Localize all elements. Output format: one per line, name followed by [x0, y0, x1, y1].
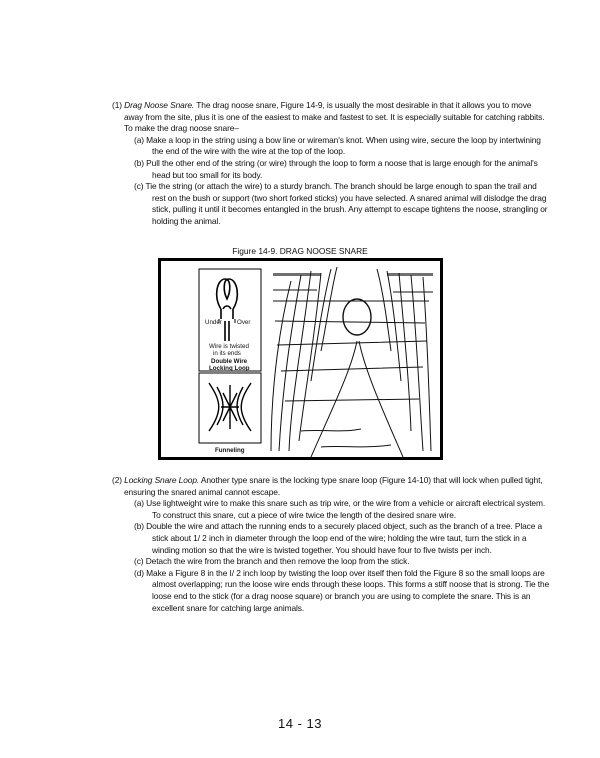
list-item: (b) Double the wire and attach the running ends to a securely placed object, such as the branch of a tree. Place a stick about 1/ 2 inch in diameter through the loop end of the wire; holding the wire taut, turn the stick in a winding motion so that the wire is twisted together. You should have four to five twists per inch. — [134, 521, 543, 555]
brush-shading — [273, 273, 433, 293]
paragraph-title: Locking Snare Loop. — [124, 475, 200, 485]
paragraph-intro — [112, 475, 552, 498]
label-locking-loop: Locking Loop — [209, 365, 250, 372]
snare-illustration — [161, 261, 440, 457]
page-number: 14 - 13 — [278, 716, 322, 731]
label-double-wire: Double Wire — [211, 358, 248, 365]
figure-caption: Figure 14-9. DRAG NOOSE SNARE — [232, 246, 368, 256]
paragraph-number: (2) — [112, 475, 122, 485]
paragraph-text: The drag noose snare, Figure 14-9, is usually the most desirable in that it allows you to move away from the site, plus it is one of the easiest to make and fastest to set. It is especially suitable for catching rabbits. To make the drag noose snare– — [124, 100, 545, 134]
label-twisted-2: in its ends — [213, 350, 241, 357]
label-funneling: Funneling — [215, 447, 245, 454]
figure-drag-noose-snare — [158, 258, 443, 460]
paragraph-title: Drag Noose Snare. — [124, 100, 195, 110]
list-item: (a) Make a loop in the string using a bow line or wireman's knot. When using wire, secure the loop by intertwining the end of the wire with the wire at the top of the loop. — [134, 134, 541, 157]
label-under: Under — [205, 319, 222, 326]
list-item: (c) Detach the wire from the branch and then remove the loop from the stick. — [134, 556, 410, 567]
label-over: Over — [237, 319, 251, 326]
list-item: (d) Make a Figure 8 in the I/ 2 inch loop by twisting the loop over itself then fold the Figure 8 so the small loops are almost overlapping; run the loose wire ends through these loops. This forms a stiff noose that is strong. Tie the loose end to the stick (for a drag noose square) or branch you are using to complete the snare. This is an excellent snare for catching large animals. — [134, 567, 550, 613]
list-item: (a) Use lightweight wire to make this snare such as trip wire, or the wire from a vehicle or aircraft electrical system. To construct this snare, cut a piece of wire twice the length of the desired snare wire. — [134, 498, 546, 520]
paragraph-drag-noose-snare — [112, 100, 552, 228]
paragraph-text: Another type snare is the locking type snare loop (Figure 14-10) that will lock when pulled tight, ensuring the snared animal cannot escape. — [124, 475, 543, 497]
paragraph-intro — [112, 100, 552, 135]
paragraph-locking-snare-loop — [112, 475, 552, 614]
list-item: (c) Tie the string (or attach the wire) to a sturdy branch. The branch should be large enough to span the trail and rest on the bush or support (two short forked sticks) you have selected. A snared animal will dislodge the drag stick, pulling it until it becomes entangled in the brush. Any attempt to escape tightens the noose, strangling or holding the animal. — [134, 181, 548, 226]
label-twisted: Wire is twisted — [209, 343, 249, 350]
list-item: (b) Pull the other end of the string (or wire) through the loop to form a noose that is large enough for the animal's head but too small for its body. — [134, 157, 538, 180]
brush-scene — [271, 267, 431, 457]
paragraph-number: (1) — [112, 100, 122, 110]
